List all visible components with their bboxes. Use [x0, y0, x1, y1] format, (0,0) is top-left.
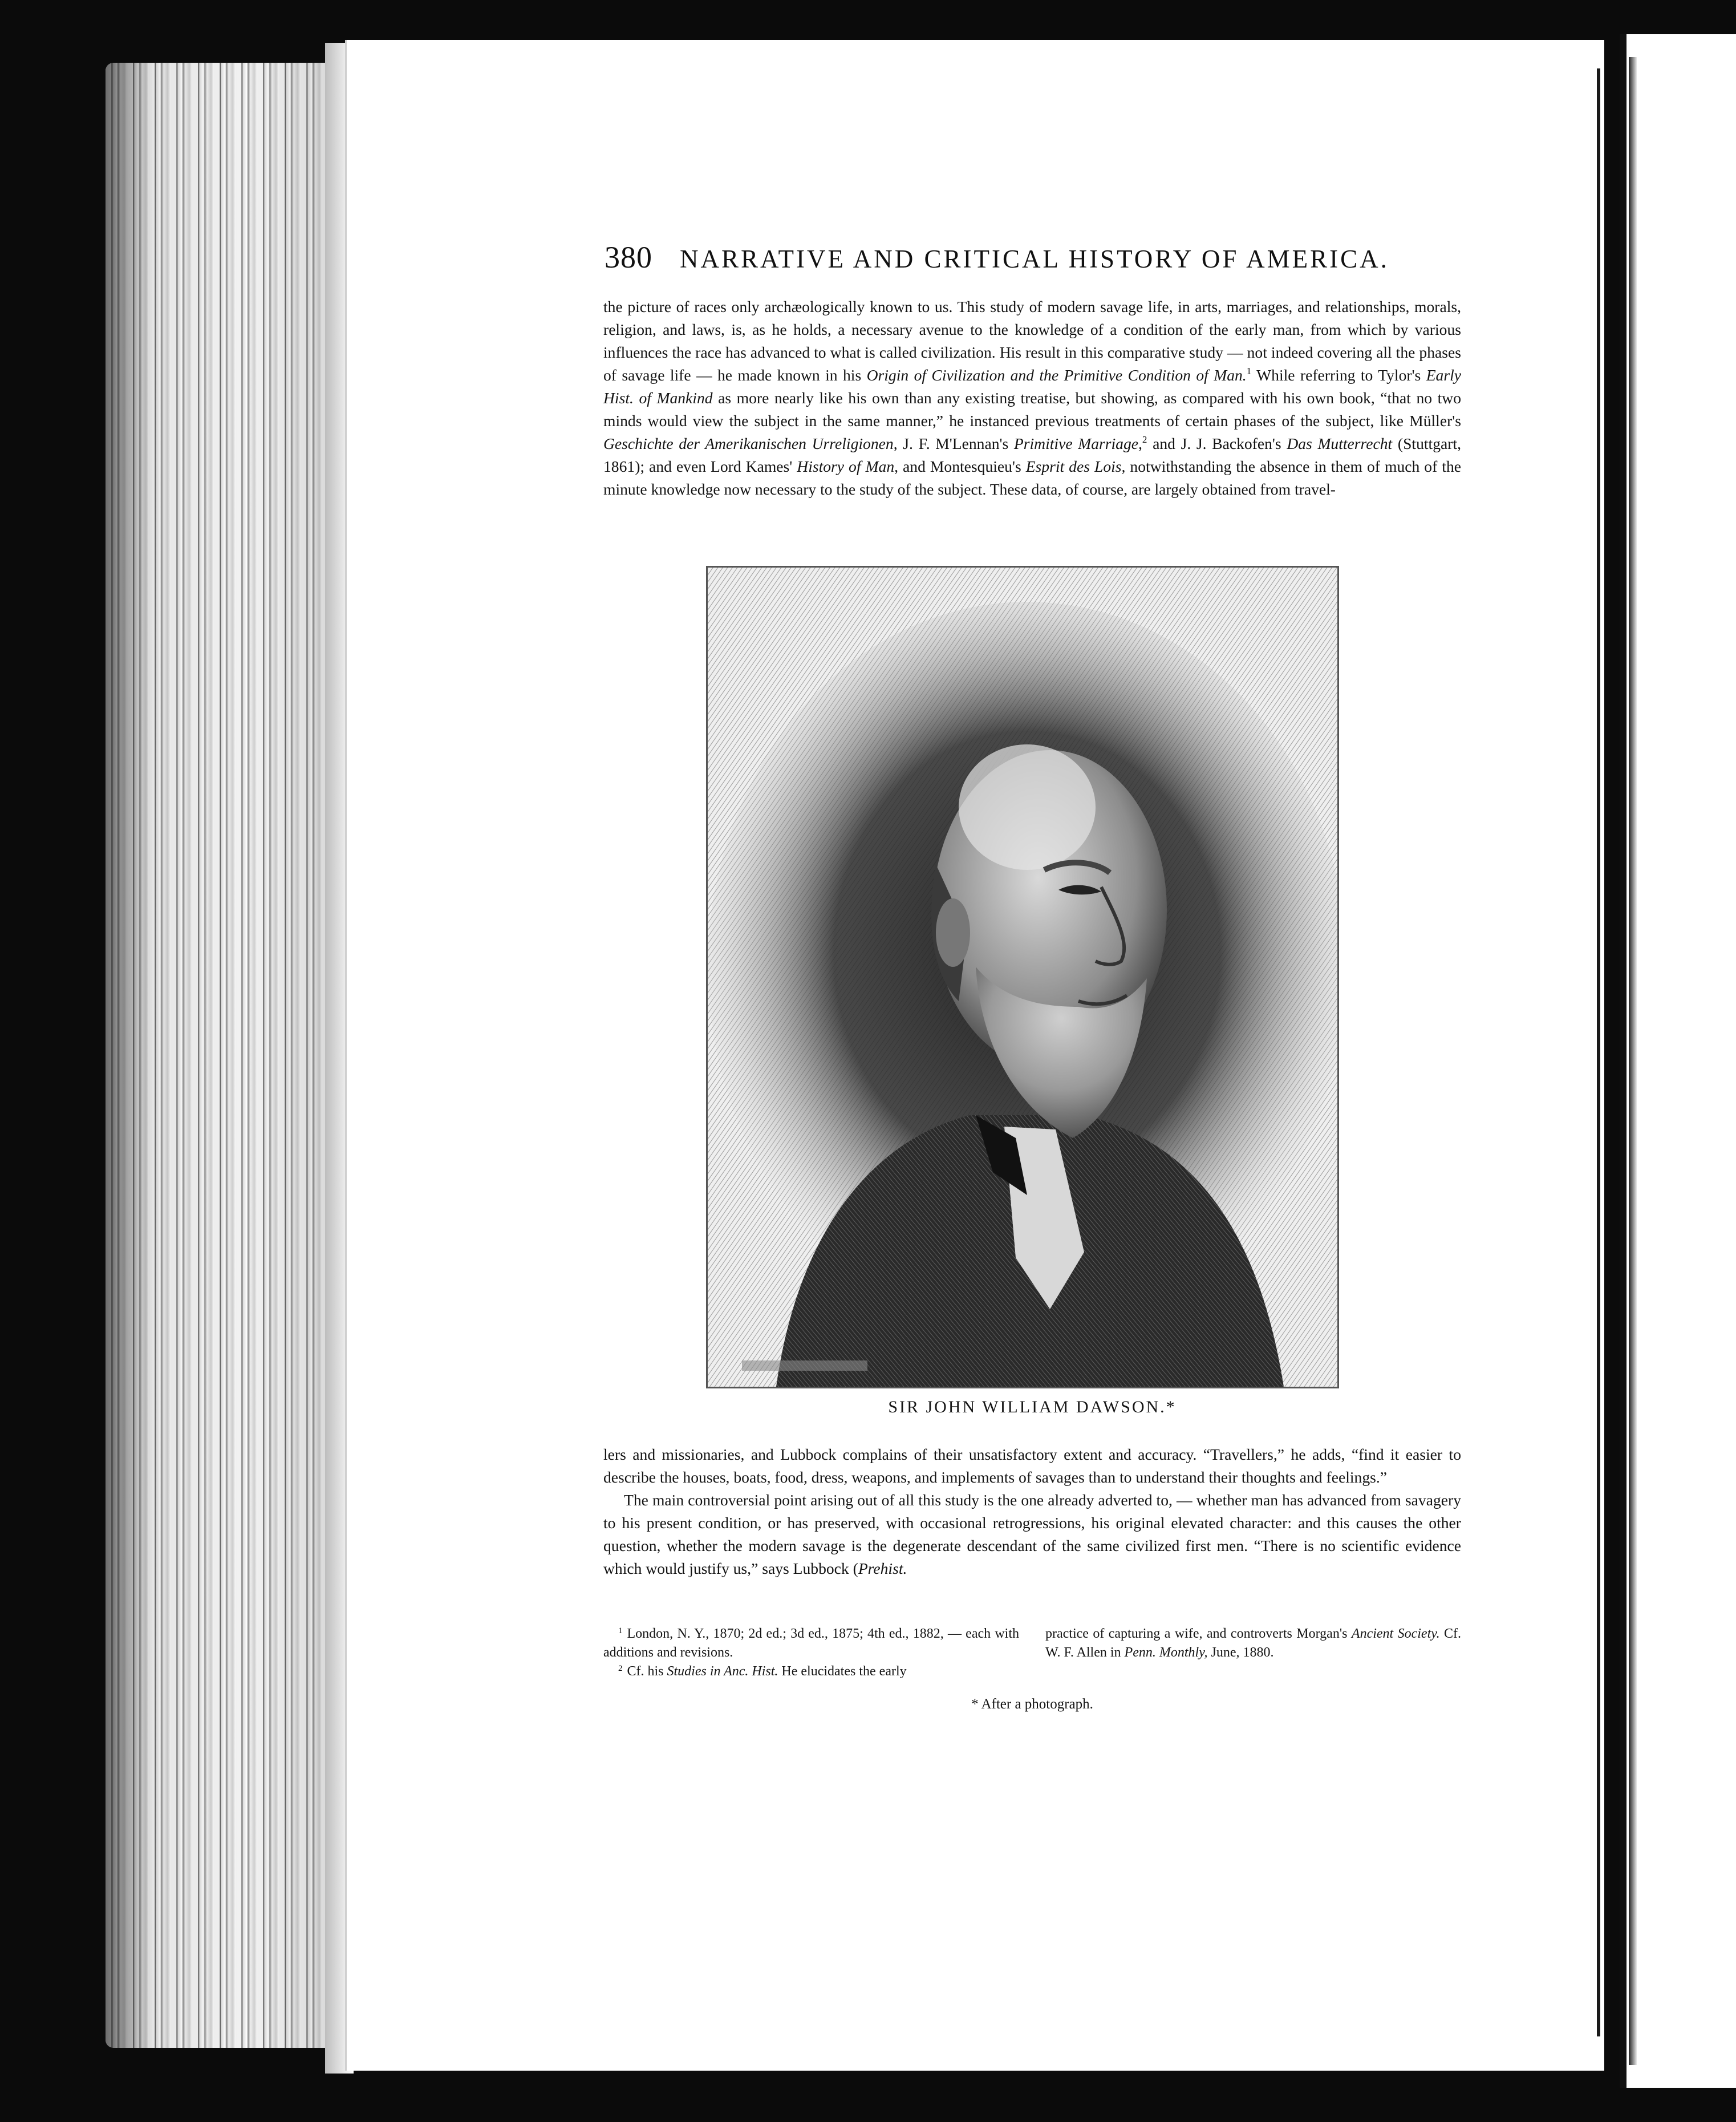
footnote-column-left [603, 1625, 1019, 1681]
paragraph-controversy: The main controversial point arising out of all this study is the one already adverted to, — whether man has advanced from savagery to his present condition, or has preserved, with occasional retrogressions, his original elevated character: and this causes the other question, whether the modern savage is the degenerate descendant of the same civilized first men. “There is no scientific evidence which would justify us,” says Lubbock (Prehist. [603, 1491, 1461, 1577]
portrait-plate [706, 566, 1339, 1388]
footnote-ref: 1 [1246, 366, 1252, 376]
paragraph-bottom [603, 1443, 1461, 1580]
running-title: NARRATIVE AND CRITICAL HISTORY OF AMERICA. [680, 245, 1389, 273]
paragraph-top: the picture of races only archæologically known to us. This study of modern savage life, in arts, marriages, and relationships, morals, religion, and laws, is, as he holds, a necessary avenue to the knowledge of a condition of the early man, from which by various influences the race has advanced to what is called civilization. His result in this comparative study — not indeed covering all the phases of savage life — he made known in his Origin of Civilization and the Primitive Condition of Man.$^1$ While referring to Tylor's Early Hist. of Mankind as more nearly like his own than any existing treatise, but showing, as compared with his own book, “that no two minds would view the subject in the same manner,” he instanced previous treatments of certain phases of the subject, like Müller's Geschichte der Amerikanischen Urreligionen, J. F. M'Lennan's Primitive Marriage,$^2$ and J. J. Backofen's Das Mutterrecht (Stuttgart, 1861); and even Lord Kames' History of Man, and Montesquieu's Esprit des Lois, notwithstanding the absence in them of much of the minute knowledge now necessary to the study of the subject. These data, of course, are largely obtained from travel- [603, 298, 1462, 498]
paragraph-continued: lers and missionaries, and Lubbock complains of their unsatisfactory extent and accuracy. “Travellers,” he adds, “find it easier to describe the houses, boats, food, dress, weapons, and implements of savages than to understand their thoughts and feelings.” [603, 1445, 1461, 1486]
facing-page-edge [1620, 34, 1736, 2088]
footnote-1: $^1$ London, N. Y., 1870; 2d ed.; 3d ed., 1875; 4th ed., 1882, — each with additions and revisions. [603, 1626, 1019, 1660]
portrait-caption: SIR JOHN WILLIAM DAWSON.* [888, 1398, 1177, 1416]
photo-source-note: * After a photograph. [971, 1696, 1093, 1712]
footnotes [603, 1625, 1461, 1681]
book-page-edges [106, 63, 345, 2048]
page-fold-line [1597, 68, 1600, 2036]
footnote-ref: 2 [1142, 434, 1147, 445]
footnote-2: $^2$ Cf. his Studies in Anc. Hist. He elucidates the early [618, 1664, 907, 1679]
footnote-column-right [1045, 1625, 1461, 1681]
page-number: 380 [605, 240, 652, 274]
running-head [605, 240, 1460, 280]
portrait-engraving [708, 568, 1337, 1387]
footnote-2-continued: practice of capturing a wife, and controverts Morgan's Ancient Society. Cf. W. F. Allen in Penn. Monthly, June, 1880. [1045, 1626, 1461, 1660]
